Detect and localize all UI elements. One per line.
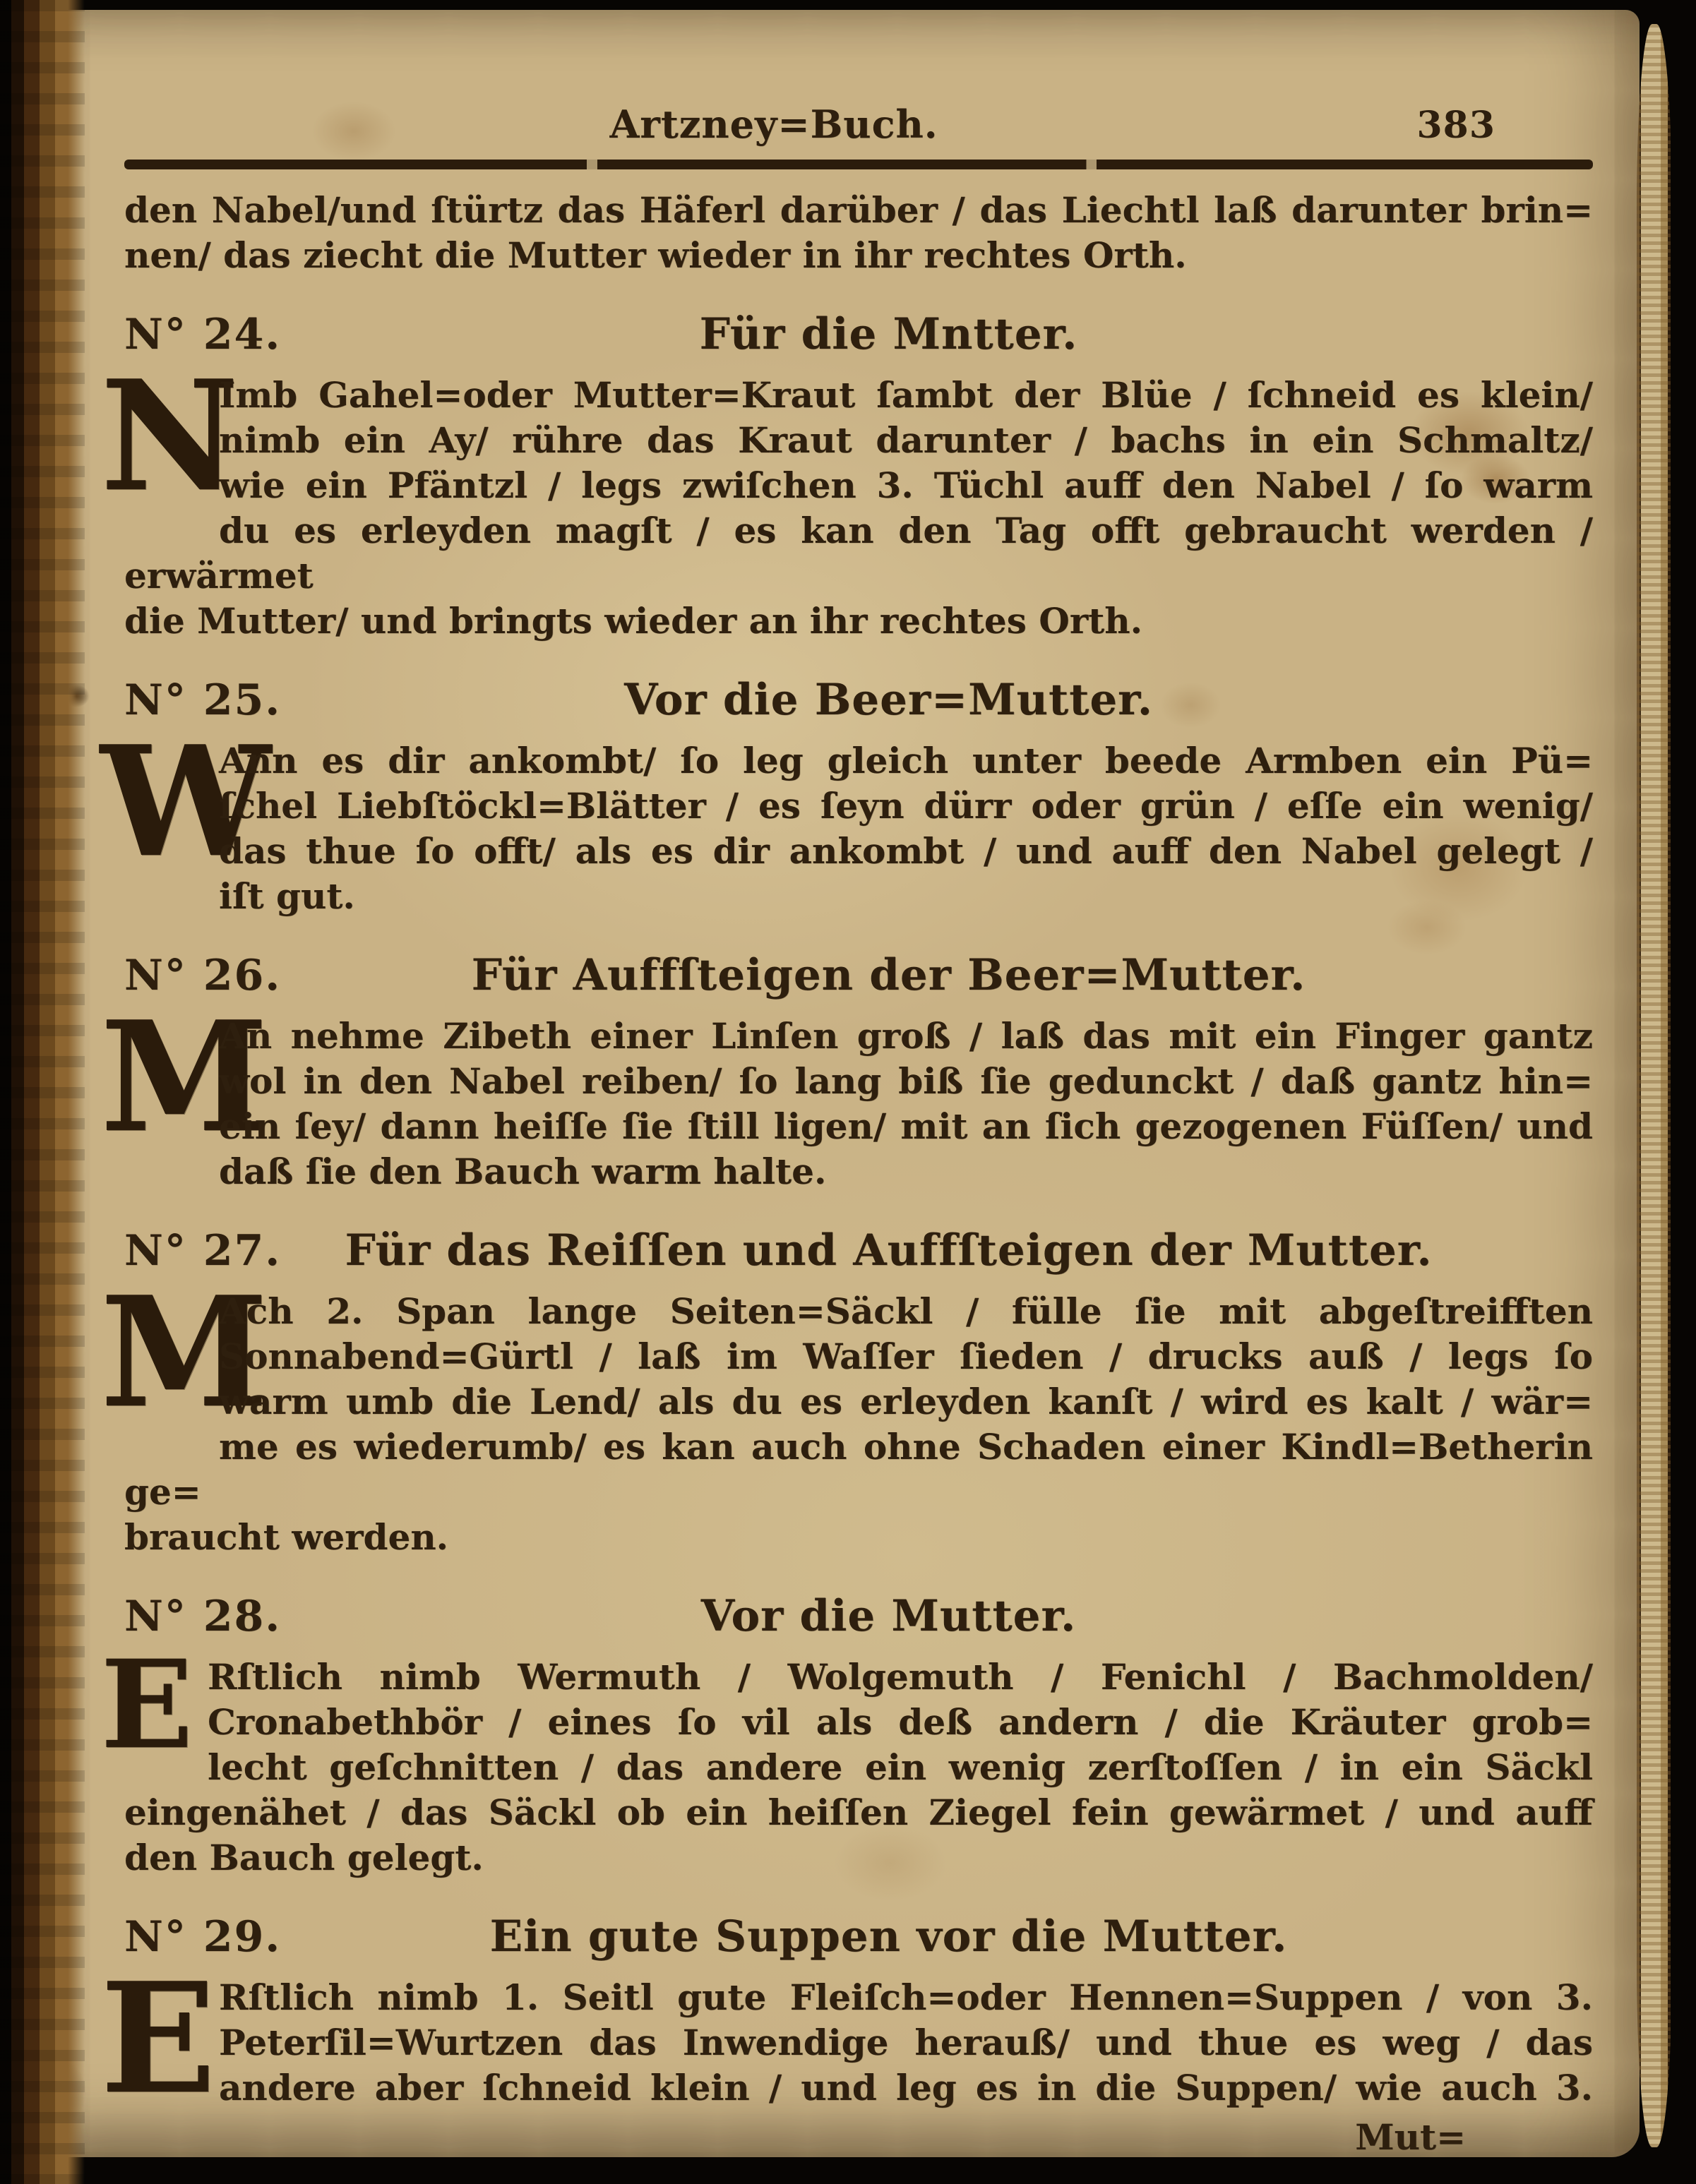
catchword: Mut= bbox=[1355, 2116, 1466, 2158]
text-line: Imb Gahel=oder Mutter=Kraut ſambt der Blüe / ſchneid es klein/ bbox=[219, 374, 1593, 416]
text-line: Cronabethbör / eines ſo vil als deß andern / die Kräuter grob= bbox=[208, 1701, 1593, 1743]
text-line: andere aber ſchneid klein / und leg es in die Suppen/ wie auch 3. bbox=[219, 2067, 1593, 2108]
text-line: nen/ das ziecht die Mutter wieder in ihr rechtes Orth. bbox=[124, 234, 1187, 276]
text-line: iſt gut. bbox=[219, 875, 355, 917]
text-line: Peterſil=Wurtzen das Inwendige herauß/ und thue es weg / das bbox=[219, 2022, 1593, 2063]
drop-cap: E bbox=[100, 1949, 216, 2128]
section-title: Vor die Beer=Mutter. bbox=[624, 675, 1153, 725]
text-line: An nehme Zibeth einer Linſen groß / laß das mit ein Finger gantz bbox=[219, 1015, 1593, 1057]
section-heading bbox=[124, 309, 1593, 366]
text-line: Ann es dir ankombt/ ſo leg gleich unter beede Armben ein Pü= bbox=[219, 740, 1593, 781]
text-line: Sonnabend=Gürtl / laß im Waſſer ſieden / drucks auß / legs ſo bbox=[219, 1336, 1593, 1377]
drop-cap: E bbox=[100, 1633, 193, 1776]
section-title: Vor die Mutter. bbox=[700, 1591, 1077, 1641]
text-line: daß ſie den Bauch warm halte. bbox=[219, 1151, 827, 1192]
scan-right-border bbox=[1671, 0, 1696, 2184]
section-heading bbox=[124, 675, 1593, 731]
section-number: N° 24. bbox=[124, 310, 282, 359]
section-title: Für Auffſteigen der Beer=Mutter. bbox=[471, 950, 1306, 1000]
section-number: N° 26. bbox=[124, 951, 282, 1000]
page-paper bbox=[18, 10, 1640, 2157]
text-line: warm umb die Lend/ als du es erleyden kanſt / wird es kalt / wär= bbox=[219, 1381, 1593, 1422]
text-line: den Bauch gelegt. bbox=[124, 1837, 484, 1878]
section-28 bbox=[100, 1591, 1593, 1880]
section-paragraph bbox=[100, 1633, 1593, 1880]
section-26 bbox=[100, 950, 1593, 1194]
section-24 bbox=[100, 309, 1593, 644]
drop-cap: M bbox=[100, 988, 268, 1166]
text-line: Ach 2. Span lange Seiten=Säckl / fülle ſie mit abgeſtreifften bbox=[219, 1290, 1593, 1332]
section-heading bbox=[124, 950, 1593, 1007]
text-line: den Nabel/und ſtürtz das Häferl darüber / das Liechtl laß darunter brin= bbox=[124, 189, 1593, 231]
section-number: N° 27. bbox=[124, 1226, 282, 1276]
section-number: N° 28. bbox=[124, 1592, 282, 1641]
section-heading bbox=[124, 1225, 1593, 1282]
section-paragraph bbox=[100, 988, 1593, 1194]
text-line: du es erleyden magſt / es kan den Tag offt gebraucht werden / erwärmet bbox=[124, 510, 1593, 596]
section-heading bbox=[124, 1591, 1593, 1648]
section-27 bbox=[100, 1225, 1593, 1560]
section-25 bbox=[100, 675, 1593, 919]
text-line: das thue ſo offt/ als es dir ankombt / und auff den Nabel gelegt / bbox=[219, 830, 1593, 872]
section-title: Für die Mntter. bbox=[699, 309, 1078, 359]
section-paragraph bbox=[100, 1263, 1593, 1560]
text-line: ein ſey/ dann heiſſe ſie ſtill ligen/ mit an ſich gezogenen Füſſen/ und bbox=[219, 1105, 1593, 1147]
section-title: Ein gute Suppen vor die Mutter. bbox=[489, 1912, 1288, 1962]
continuation-paragraph bbox=[124, 188, 1593, 278]
text-line: Rſtlich nimb 1. Seitl gute Fleiſch=oder Hennen=Suppen / von 3. bbox=[219, 1976, 1593, 2018]
page-header bbox=[124, 100, 1593, 147]
page-content bbox=[100, 100, 1593, 2160]
drop-cap: W bbox=[100, 712, 271, 891]
text-line: wie ein Pfäntzl / legs zwiſchen 3. Tüchl auff den Nabel / ſo warm bbox=[219, 464, 1593, 506]
drop-cap: N bbox=[100, 347, 239, 525]
section-number: N° 29. bbox=[124, 1912, 282, 1962]
running-header-title: Artzney=Buch. bbox=[609, 102, 938, 147]
text-line: wol in den Nabel reiben/ ſo lang biß ſie gedunckt / daß gantz hin= bbox=[219, 1060, 1593, 1102]
section-paragraph bbox=[100, 712, 1593, 919]
section-paragraph bbox=[100, 347, 1593, 644]
section-paragraph bbox=[100, 1949, 1593, 2128]
text-line: eingenähet / das Säckl ob ein heiſſen Ziegel fein gewärmet / und auff bbox=[124, 1792, 1593, 1833]
section-29 bbox=[100, 1912, 1593, 2128]
drop-cap: M bbox=[100, 1263, 268, 1441]
text-line: ſchel Liebſtöckl=Blätter / es ſeyn dürr oder grün / eſſe ein wenig/ bbox=[219, 785, 1593, 827]
text-line: me es wiederumb/ es kan auch ohne Schaden einer Kindl=Betherin ge= bbox=[124, 1426, 1593, 1513]
section-heading bbox=[124, 1912, 1593, 1968]
text-line: Rſtlich nimb Wermuth / Wolgemuth / Fenichl / Bachmolden/ bbox=[208, 1656, 1593, 1698]
text-line: die Mutter/ und bringts wieder an ihr rechtes Orth. bbox=[124, 600, 1143, 642]
text-line: braucht werden. bbox=[124, 1516, 449, 1558]
section-title: Für das Reiſſen und Auffſteigen der Mutter. bbox=[345, 1225, 1433, 1276]
page-number: 383 bbox=[1416, 104, 1495, 147]
text-line: lecht geſchnitten / das andere ein wenig zerſtoſſen / in ein Säckl bbox=[208, 1746, 1593, 1788]
section-number: N° 25. bbox=[124, 676, 282, 725]
text-line: nimb ein Ay/ rühre das Kraut darunter / bachs in ein Schmaltz/ bbox=[219, 419, 1593, 461]
header-rule bbox=[124, 160, 1593, 169]
page-stack-right-edge bbox=[1637, 24, 1672, 2147]
